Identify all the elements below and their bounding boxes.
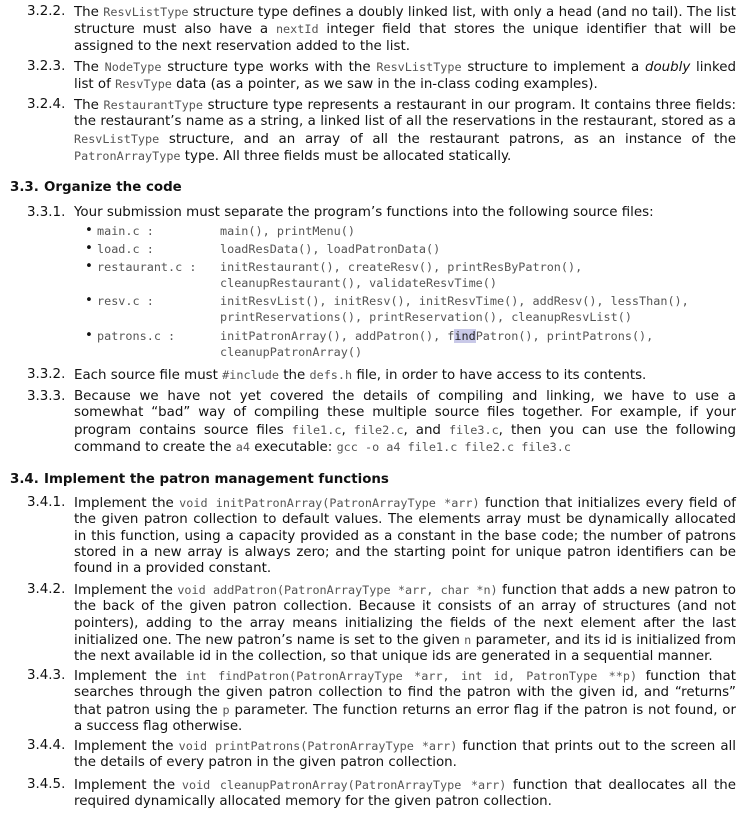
item-number: 3.2.4. [27,97,66,112]
item-text: Implement the void addPatron(PatronArrayType *arr, char *n) function that adds a new patron to the back of the given patron collection. Because it consists of an array of structures (and not pointers), adding to the array means initializing the fields of the next element after the last initialized one. The new patron’s name is set to the given n parameter, and its id is initialized from the next available id in the collection, so that unique ids are generated in a sequential manner. [74,583,736,665]
section-number: 3.4. [10,472,39,487]
code-span: RestaurantType [103,98,203,112]
code-span: ResvListType [74,131,160,146]
item-number: 3.2.3. [27,59,66,74]
item-number: 3.4.3. [27,668,66,683]
section-title: Organize the code [44,180,182,195]
file-name: resv.c : [97,294,154,308]
item-number: 3.3.3. [27,389,66,404]
code-span: n [464,632,472,647]
item-text: The ResvListType structure type defines a doubly linked list, with only a head (and no tail). The list structure must also have a nextId integer field that stores the unique identifier that will be assigned to the next reservation added to the list. [74,5,736,54]
file-name: restaurant.c : [97,260,197,274]
item-number: 3.3.1. [27,205,66,220]
code-span: void initPatronArray(PatronArrayType *arr) [179,496,480,510]
function-list: loadResData(), loadPatronData() [220,242,441,256]
item-number: 3.3.2. [27,367,66,382]
code-span: a4 [235,439,251,454]
code-span: file2.c [353,422,404,437]
function-list: initRestaurant(), createResv(), printResByPatron(), cleanupRestaurant(), validateResvTime() [220,260,583,290]
code-span: file3.c [448,422,499,437]
code-span: ResvType [115,77,172,92]
code-span: NodeType [104,60,162,74]
file-name: load.c : [97,242,154,256]
code-span: defs.h [309,368,353,382]
code-span: void cleanupPatronArray(PatronArrayType *arr) [181,778,507,792]
item-text: Implement the void initPatronArray(PatronArrayType *arr) function that initializes every field of the given patron collection to default values. The elements array must be dynamically allocated in this function, using a capacity provided as a constant in the base code; the number of patrons stored in a new array is always zero; and the starting point for unique patron identifiers can be found in a provided constant. [74,496,736,577]
code-span: PatronArrayType [74,148,181,163]
function-list: initPatronArray(), addPatron(), findPatron(), printPatrons(), cleanupPatronArray() [220,329,654,359]
file-name: patrons.c : [97,329,176,343]
code-span: ResvListType [376,60,462,74]
item-text: Implement the void printPatrons(PatronArrayType *arr) function that prints out to the screen all the details of every patron in the given patron collection. [74,739,736,771]
code-span: p [222,702,230,717]
code-span: int findPatron(PatronArrayType *arr, int id, PatronType **p) [185,669,638,683]
text-selection: ind [454,329,476,343]
item-text: Implement the void cleanupPatronArray(PatronArrayType *arr) function that deallocates all the required dynamically allocated memory for the given patron collection. [74,778,736,810]
code-span: ResvListType [103,5,189,19]
item-text: The RestaurantType structure type represents a restaurant in our program. It contains three fields: the restaurant’s name as a string, a linked list of all the reservations in the restaurant, stored as a ResvListType structure, and an array of all the restaurant patrons, as an instance of the PatronArrayType type. All three fields must be allocated statically. [74,98,736,164]
file-name: main.c : [97,224,154,238]
function-list: initResvList(), initResv(), initResvTime(), addResv(), lessThan(), printReservations(), printReservation(), cleanupResvList() [220,294,689,324]
code-span: file1.c [291,422,342,437]
code-span: void printPatrons(PatronArrayType *arr) [178,739,458,753]
item-number: 3.4.5. [27,777,66,792]
item-text: Because we have not yet covered the details of compiling and linking, we have to use a somewhat “bad” way of compiling these multiple source files together. For example, if your program contains source files file1.c, file2.c, and file3.c, then you can use the following command to create the a4 executable: gcc -o a4 file1.c file2.c file3.c [74,389,737,455]
function-list: main(), printMenu() [220,224,355,238]
code-span: nextId [275,22,319,37]
item-text: The NodeType structure type works with the ResvListType structure to implement a doubly linked list of ResvType data (as a pointer, as we saw in the in-class coding examples). [74,60,736,93]
item-text: Implement the int findPatron(PatronArrayType *arr, int id, PatronType **p) function that searches through the given patron collection to find the patron with the given id, and “returns” that patron using the p parameter. The function returns an error flag if the patron is not found, or a success flag otherwise. [74,669,736,734]
item-text: Each source file must #include the defs.h file, in order to have access to its contents. [74,368,647,383]
code-span: #include [222,368,279,382]
section-number: 3.3. [10,180,39,195]
item-number: 3.4.1. [27,495,66,510]
item-number: 3.2.2. [27,4,66,19]
code-span: void addPatron(PatronArrayType *arr, char *n) [177,583,498,597]
item-number: 3.4.2. [27,582,66,597]
item-text: Your submission must separate the program’s functions into the following source files: [74,205,654,220]
item-number: 3.4.4. [27,738,66,753]
command-span: gcc -o a4 file1.c file2.c file3.c [336,439,571,454]
section-title: Implement the patron management functions [44,472,389,487]
